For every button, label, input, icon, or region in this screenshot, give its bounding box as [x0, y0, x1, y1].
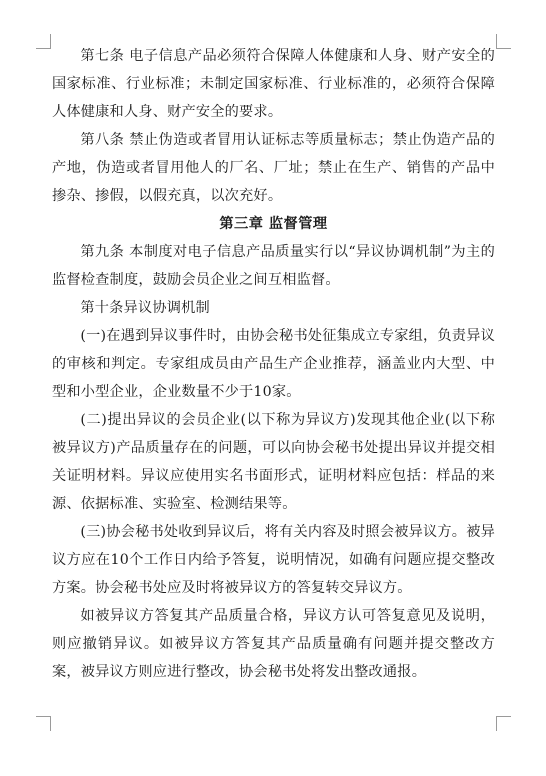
clause-3-paragraph: (三)协会秘书处收到异议后，将有关内容及时照会被异议方。被异议方应在10个工作日内给予答复，说明情况，如确有问题应提交整改方案。协会秘书处应及时将被异议方的答复转交异议方。 [52, 524, 495, 596]
corner-mark-bottom-right [496, 716, 511, 731]
article-10-title: 第十条异议协调机制 [80, 300, 210, 316]
article-9-paragraph: 第九条 本制度对电子信息产品质量实行以“异议协调机制”为主的监督检查制度，鼓励会员企业之间互相监督。 [52, 244, 495, 288]
clause-1-paragraph: (一)在遇到异议事件时，由协会秘书处征集成立专家组，负责异议的审核和判定。专家组成员由产品生产企业推荐，涵盖业内大型、中型和小型企业，企业数量不少于10家。 [52, 328, 495, 400]
corner-mark-top-left [36, 34, 51, 49]
article-8-paragraph: 第八条 禁止伪造或者冒用认证标志等质量标志；禁止伪造产品的产地，伪造或者冒用他人的厂名、厂址；禁止在生产、销售的产品中掺杂、掺假，以假充真，以次充好。 [52, 132, 495, 204]
clause-2-paragraph: (二)提出异议的会员企业(以下称为异议方)发现其他企业(以下称被异议方)产品质量存在的问题，可以向协会秘书处提出异议并提交相关证明材料。异议应使用实名书面形式，证明材料应包括：样品的来源、依据标准、实验室、检测结果等。 [52, 412, 495, 512]
article-7-paragraph: 第七条 电子信息产品必须符合保障人体健康和人身、财产安全的国家标准、行业标准；未制定国家标准、行业标准的，必须符合保障人体健康和人身、财产安全的要求。 [52, 48, 495, 120]
corner-mark-top-right [496, 34, 511, 49]
corner-mark-bottom-left [36, 716, 51, 731]
objection-outcome-paragraph: 如被异议方答复其产品质量合格，异议方认可答复意见及说明，则应撤销异议。如被异议方答复其产品质量确有问题并提交整改方案，被异议方则应进行整改，协会秘书处将发出整改通报。 [52, 608, 495, 680]
document-body [52, 42, 495, 686]
chapter-3-heading: 第三章 监督管理 [219, 216, 328, 232]
